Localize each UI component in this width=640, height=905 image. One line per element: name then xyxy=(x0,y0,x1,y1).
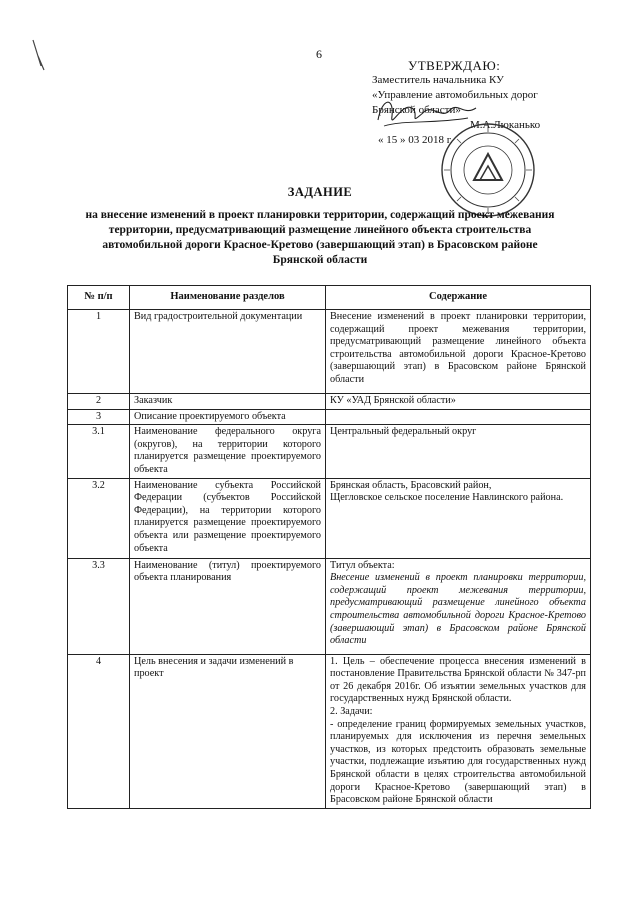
row-number: 3.1 xyxy=(68,425,130,478)
row-section-name: Вид градостроительной документации xyxy=(130,310,326,394)
document-title: ЗАДАНИЕ xyxy=(287,185,353,199)
subtitle-line: Брянской области xyxy=(272,254,368,266)
row-number: 1 xyxy=(68,310,130,394)
table-row xyxy=(68,409,591,425)
column-header-number: № п/п xyxy=(68,286,130,310)
row-section-name: Наименование федерального округа (округов), на территории которого планируется размещение проектируемого объекта xyxy=(130,425,326,478)
approval-name: М.А.Люканько xyxy=(470,119,541,131)
table-row xyxy=(68,654,591,808)
row-section-name: Цель внесения и задачи изменений в проект xyxy=(130,654,326,808)
row-number: 4 xyxy=(68,654,130,808)
row-content xyxy=(326,478,591,558)
document-subtitle xyxy=(36,208,604,268)
approval-heading: УТВЕРЖДАЮ: xyxy=(408,58,501,73)
table-row xyxy=(68,394,591,410)
row-content: Центральный федеральный округ xyxy=(326,425,591,478)
row-content xyxy=(326,558,591,654)
content-paragraph: 2. Задачи: xyxy=(330,705,373,717)
row-number: 3 xyxy=(68,409,130,425)
subtitle-line: на внесение изменений в проект планировки территории, содержащий проект межевания xyxy=(85,209,555,221)
row-section-name: Наименование (титул) проектируемого объекта планирования xyxy=(130,558,326,654)
table-row xyxy=(68,478,591,558)
official-seal-stamp xyxy=(438,120,538,220)
row-section-name: Наименование субъекта Российской Федерации (субъектов Российской Федерации), на территории которого планируется размещение проектируемого объекта или размещение проектируемого объекта xyxy=(130,478,326,558)
row-content: КУ «УАД Брянской области» xyxy=(326,394,591,410)
row-number: 2 xyxy=(68,394,130,410)
row-content xyxy=(326,409,591,425)
approval-org-line2: Брянской области» xyxy=(372,104,461,116)
task-table xyxy=(67,285,591,809)
content-line: Щегловское сельское поселение Навлинского района. xyxy=(330,492,564,504)
column-header-section: Наименование разделов xyxy=(130,286,326,310)
row-number: 3.2 xyxy=(68,478,130,558)
page-number: 6 xyxy=(316,47,322,61)
content-italic: Внесение изменений в проект планировки территории, содержащий проект межевания территории, предусматривающий размещение линейного объекта строительства автомобильной дороги Красное-Кретово (завершающий этап) в Брасовском районе Брянской области xyxy=(330,572,586,647)
row-content: Внесение изменений в проект планировки территории, содержащий проект межевания территории, предусматривающий размещение линейного объекта строительства автомобильной дороги Красное-Кретово (завершающий этап) в Брасовском районе Брянской области xyxy=(326,310,591,394)
table-header-row xyxy=(68,286,591,310)
row-content xyxy=(326,654,591,808)
content-paragraph: 1. Цель – обеспечение процесса внесения изменений в постановление Правительства Брянской области № 347-рп от 26 декабря 2016г. Об изъятии земельных участков для государственных нужд Брянской области. xyxy=(330,655,586,705)
row-section-name: Заказчик xyxy=(130,394,326,410)
subtitle-line: территории, предусматривающий размещение линейного объекта строительства xyxy=(108,224,532,236)
content-line: Брянская область, Брасовский район, xyxy=(330,479,492,491)
table-row xyxy=(68,425,591,478)
content-title: Титул объекта: xyxy=(330,559,395,571)
row-section-name: Описание проектируемого объекта xyxy=(130,409,326,425)
row-number: 3.3 xyxy=(68,558,130,654)
approval-position: Заместитель начальника КУ xyxy=(372,74,504,86)
table-row xyxy=(68,310,591,394)
approval-date: « 15 » 03 2018 г. xyxy=(378,134,453,146)
approval-org-line1: «Управление автомобильных дорог xyxy=(372,89,538,101)
pen-stroke-mark xyxy=(0,0,60,80)
table-row xyxy=(68,558,591,654)
content-paragraph: - определение границ формируемых земельных участков, планируемых для исключения из перечня земельных участков, из которых предстоить образовать земельные участки, подлежащие изъятию для государственных нужд Брянской области в целях строительства автомобильной дороги Красное-Кретово (завершающий этап) в Брасовском районе Брянской области xyxy=(330,718,586,806)
subtitle-line: автомобильной дороги Красное-Кретово (завершающий этап) в Брасовском районе xyxy=(102,239,538,251)
column-header-content: Содержание xyxy=(326,286,591,310)
